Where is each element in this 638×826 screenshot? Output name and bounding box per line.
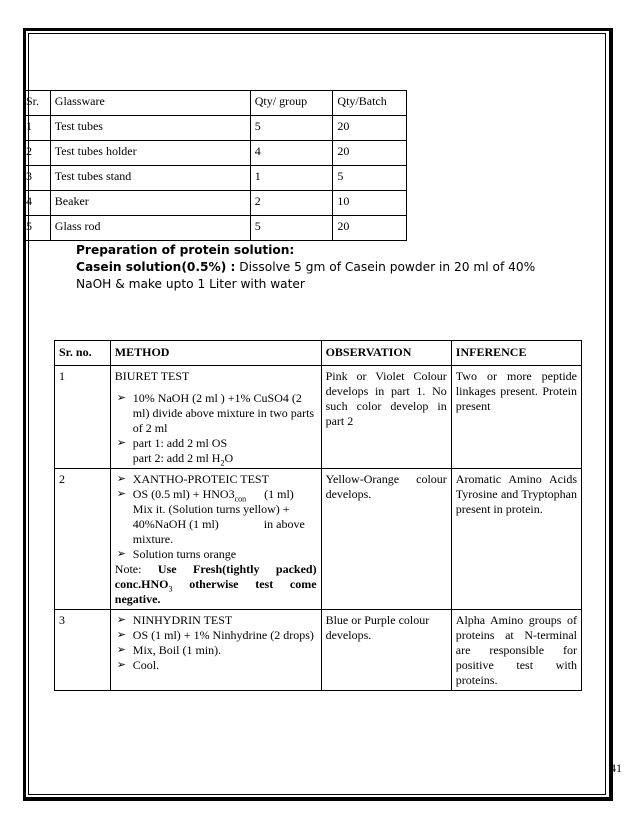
observation-cell: Pink or Violet Colour develops in part 1. No such color develop in part 2 [321, 366, 451, 469]
header-cell: Glassware [50, 91, 250, 116]
table-cell: 5 [250, 116, 333, 141]
list-item [115, 613, 317, 628]
table-row [24, 116, 407, 141]
method-note [115, 562, 317, 607]
method-tail-text: part 2: add 2 ml H [132, 451, 221, 465]
subscript: con [234, 494, 247, 504]
method-item-text: Solution turns orange [132, 547, 237, 561]
note-bold-text-end: otherwise test come negative. [114, 577, 317, 606]
protein-tests-table [54, 340, 582, 691]
method-item-text: part 1: add 2 ml OS [132, 436, 228, 450]
note-prefix: Note: [114, 562, 158, 576]
table-row [24, 191, 407, 216]
observation-cell: Blue or Purple colour develops. [321, 610, 451, 691]
sr-cell: 3 [55, 610, 111, 691]
table-cell: Glass rod [50, 216, 250, 241]
table-header-row [55, 341, 582, 366]
casein-line-1 [76, 259, 535, 275]
table-cell: Beaker [50, 191, 250, 216]
inference-cell: Two or more peptide linkages present. Protein present [451, 366, 581, 469]
table-row [24, 166, 407, 191]
method-tail-text-end: O [224, 451, 234, 465]
method-item-text: Mix, Boil (1 min). [132, 643, 222, 657]
arrow-bullet-icon: ➢ [116, 473, 127, 485]
list-item [115, 658, 317, 673]
table-cell: 3 [24, 166, 51, 191]
header-inference: INFERENCE [451, 341, 581, 366]
list-item [115, 628, 317, 643]
arrow-bullet-icon: ➢ [116, 614, 127, 626]
list-item [115, 436, 317, 451]
table-cell: 1 [250, 166, 333, 191]
arrow-bullet-icon: ➢ [116, 488, 127, 500]
note-bold-text: Use Fresh(tightly packed) conc.HNO [114, 562, 317, 591]
header-sr-no: Sr. no. [55, 341, 111, 366]
sr-cell: 2 [55, 469, 111, 610]
method-title: BIURET TEST [114, 369, 190, 383]
glassware-table [23, 90, 407, 241]
header-cell: Sr. [24, 91, 51, 116]
method-cell [110, 366, 321, 469]
sr-cell: 1 [55, 366, 111, 469]
list-item [115, 487, 317, 547]
inference-cell: Alpha Amino groups of proteins at N-terminal are responsible for positive test with proteins. [451, 610, 581, 691]
table-cell: 4 [24, 191, 51, 216]
method-item-text: OS (1 ml) + 1% Ninhydrine (2 drops) [132, 628, 314, 642]
table-cell: Test tubes holder [50, 141, 250, 166]
method-item-text: NINHYDRIN TEST [132, 613, 233, 627]
list-item [115, 391, 317, 436]
observation-cell: Yellow-Orange colour develops. [321, 469, 451, 610]
casein-label: Casein solution(0.5%) : [76, 260, 236, 274]
method-cell [110, 610, 321, 691]
list-item [115, 643, 317, 658]
list-item [115, 472, 317, 487]
table-cell: 20 [333, 141, 407, 166]
header-method: METHOD [110, 341, 321, 366]
table-cell: 10 [333, 191, 407, 216]
table-cell: Test tubes [50, 116, 250, 141]
table-row [24, 216, 407, 241]
inference-cell: Aromatic Amino Acids Tyrosine and Tryptophan present in protein. [451, 469, 581, 610]
method-item-text: OS (0.5 ml) + HNO3 [132, 487, 235, 501]
subscript: 3 [168, 584, 173, 594]
table-cell: 5 [250, 216, 333, 241]
subscript: 2 [220, 458, 225, 468]
casein-line-2: NaOH & make upto 1 Liter with water [76, 277, 305, 291]
table-cell: 20 [333, 216, 407, 241]
table-cell: Test tubes stand [50, 166, 250, 191]
arrow-bullet-icon: ➢ [116, 437, 127, 449]
method-item-text: Cool. [132, 658, 160, 672]
method-item-text: 10% NaOH (2 ml ) +1% CuSO4 (2 ml) divide above mixture in two parts of 2 ml [132, 391, 315, 435]
arrow-bullet-icon: ➢ [116, 392, 127, 404]
method-item-text-end: (1 ml) Mix it. (Solution turns yellow) + 40%NaOH (1 ml) in above mixture. [132, 487, 308, 546]
preparation-heading [76, 242, 294, 258]
header-cell: Qty/Batch [333, 91, 407, 116]
arrow-bullet-icon: ➢ [116, 629, 127, 641]
table-cell: 2 [24, 141, 51, 166]
method-continuation [115, 451, 317, 466]
preparation-heading-text: Preparation of protein solution: [76, 243, 295, 257]
arrow-bullet-icon: ➢ [116, 644, 127, 656]
arrow-bullet-icon: ➢ [116, 548, 127, 560]
header-cell: Qty/ group [250, 91, 333, 116]
method-item-text: XANTHO-PROTEIC TEST [132, 472, 269, 486]
table-row-ninhydrin [55, 610, 582, 691]
page-number: 41 [610, 761, 622, 775]
header-observation: OBSERVATION [321, 341, 451, 366]
arrow-bullet-icon: ➢ [116, 659, 127, 671]
table-row-biuret [55, 366, 582, 469]
table-cell: 4 [250, 141, 333, 166]
method-cell [110, 469, 321, 610]
list-item [115, 547, 317, 562]
table-row-xanthoproteic [55, 469, 582, 610]
casein-text: Dissolve 5 gm of Casein powder in 20 ml of 40% [235, 260, 536, 274]
table-cell: 2 [250, 191, 333, 216]
table-row [24, 141, 407, 166]
table-cell: 5 [24, 216, 51, 241]
table-cell: 20 [333, 116, 407, 141]
table-cell: 1 [24, 116, 51, 141]
table-header-row [24, 91, 407, 116]
table-cell: 5 [333, 166, 407, 191]
